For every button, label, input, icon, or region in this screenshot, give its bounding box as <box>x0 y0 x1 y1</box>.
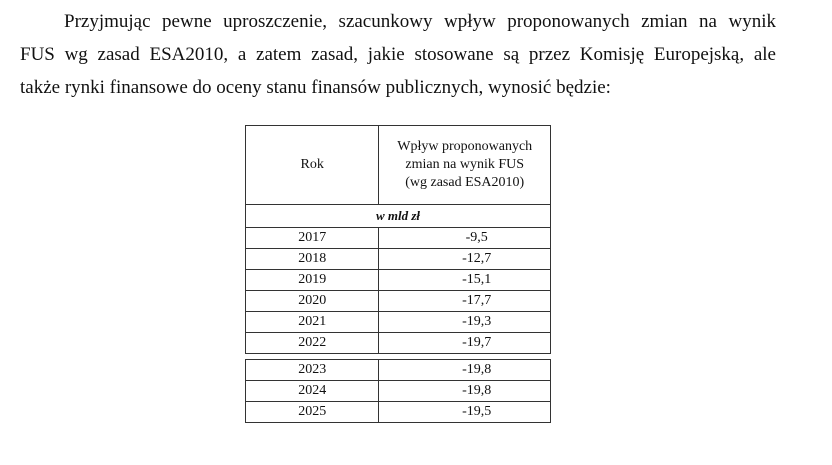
table-header-row <box>246 126 551 205</box>
value-cell: -17,7 <box>379 291 551 312</box>
intro-paragraph <box>20 5 776 104</box>
year-cell: 2018 <box>246 249 379 270</box>
value-cell: -19,7 <box>379 333 551 354</box>
value-cell: -19,5 <box>379 402 551 423</box>
year-cell: 2025 <box>246 402 379 423</box>
paragraph-line: także rynki finansowe do oceny stanu finansów publicznych, wynosić będzie: <box>20 77 611 98</box>
unit-label: w mld zł <box>246 205 551 228</box>
unit-row <box>246 205 551 228</box>
table-row <box>246 381 551 402</box>
value-cell: -19,3 <box>379 312 551 333</box>
header-year: Rok <box>246 126 379 205</box>
year-cell: 2017 <box>246 228 379 249</box>
table-row <box>246 249 551 270</box>
table-row <box>246 270 551 291</box>
year-cell: 2021 <box>246 312 379 333</box>
paragraph-line: FUS wg zasad ESA2010, a zatem zasad, jakie stosowane są przez Komisję Europejską, ale <box>20 44 776 65</box>
value-cell: -9,5 <box>379 228 551 249</box>
table-row <box>246 360 551 381</box>
table-row <box>246 291 551 312</box>
value-cell: -15,1 <box>379 270 551 291</box>
year-cell: 2022 <box>246 333 379 354</box>
value-cell: -19,8 <box>379 381 551 402</box>
year-cell: 2019 <box>246 270 379 291</box>
value-cell: -19,8 <box>379 360 551 381</box>
year-cell: 2024 <box>246 381 379 402</box>
table-row <box>246 402 551 423</box>
impact-table <box>245 125 551 423</box>
paragraph-line: Przyjmując pewne uproszczenie, szacunkowy wpływ proponowanych zmian na wynik <box>64 11 776 32</box>
year-cell: 2023 <box>246 360 379 381</box>
year-cell: 2020 <box>246 291 379 312</box>
header-impact: Wpływ proponowanych zmian na wynik FUS (wg zasad ESA2010) <box>379 126 551 205</box>
table-row <box>246 333 551 354</box>
table-row <box>246 228 551 249</box>
table-row <box>246 312 551 333</box>
value-cell: -12,7 <box>379 249 551 270</box>
